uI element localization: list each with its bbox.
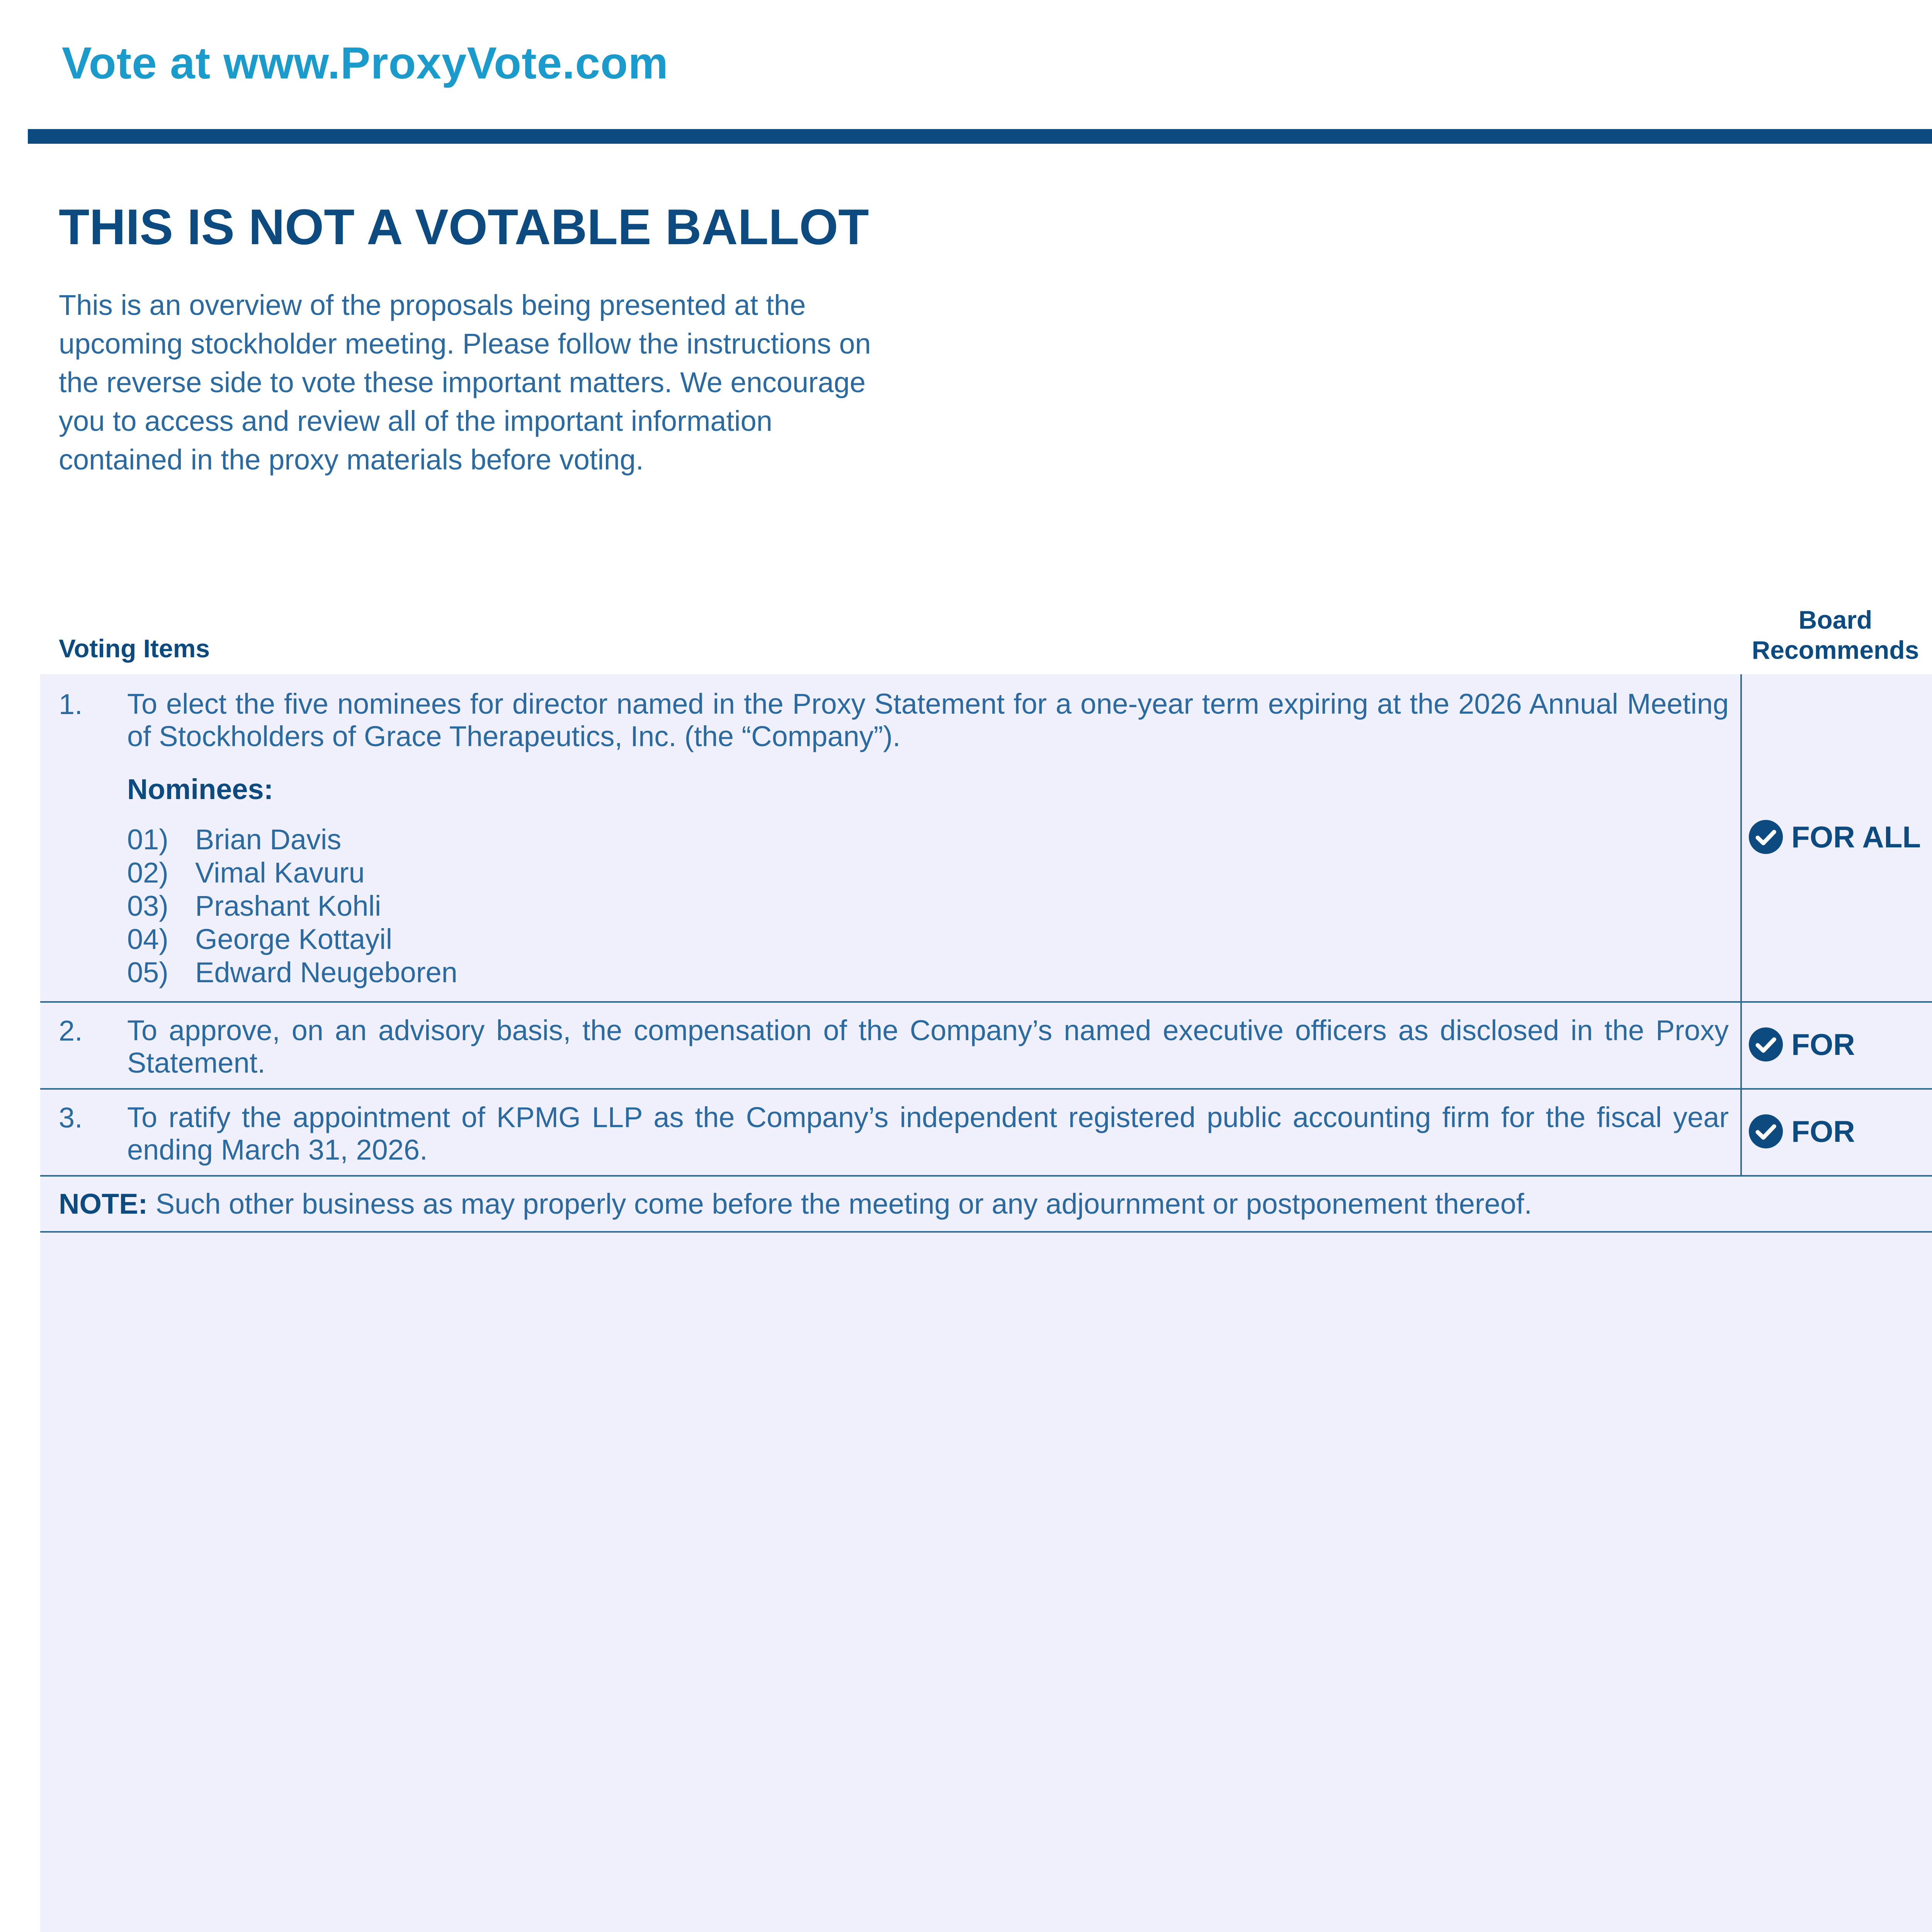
nominee-number: 01): [127, 823, 168, 855]
nominee-item: [127, 956, 457, 989]
nominee-name: George Kottayil: [195, 923, 393, 955]
item-number: 2.: [59, 1015, 83, 1047]
intro-line: upcoming stockholder meeting. Please follow the instructions on: [59, 328, 871, 360]
recommendation-label: FOR: [1791, 1027, 1855, 1061]
nominee-name: Edward Neugeboren: [195, 956, 457, 988]
nominees-label: Nominees:: [127, 773, 274, 805]
board-header-line: Recommends: [1752, 636, 1919, 664]
page-title: THIS IS NOT A VOTABLE BALLOT: [59, 199, 869, 255]
checkmark-circle-icon: [1748, 1114, 1784, 1149]
recommendation: [1748, 1114, 1855, 1149]
board-recommends-header: [1735, 605, 1932, 665]
recommendation: [1748, 1027, 1855, 1062]
voting-item-1: [40, 674, 1932, 1003]
nominee-number: 04): [127, 923, 168, 955]
note-label: NOTE:: [59, 1188, 148, 1220]
voting-item-2: [40, 1003, 1932, 1090]
column-divider: [1740, 1090, 1742, 1175]
note-body: Such other business as may properly come before the meeting or any adjournment or postponement thereof.: [148, 1188, 1532, 1220]
nominee-item: [127, 889, 381, 923]
recommendation-label: FOR: [1791, 1114, 1855, 1148]
recommendation-label: FOR ALL: [1791, 820, 1921, 854]
intro-text: [59, 286, 986, 479]
column-divider: [1740, 1003, 1742, 1088]
nominee-item: [127, 856, 365, 889]
nominee-name: Vimal Kavuru: [195, 857, 365, 889]
voting-item-3: [40, 1090, 1932, 1177]
item-number: 3.: [59, 1102, 83, 1134]
recommendation: [1748, 819, 1921, 855]
header-rule: [28, 129, 1932, 144]
nominee-number: 05): [127, 956, 168, 988]
checkmark-circle-icon: [1748, 819, 1784, 855]
nominee-name: Prashant Kohli: [195, 890, 381, 922]
note-row: [40, 1177, 1932, 1233]
nominee-number: 03): [127, 890, 168, 922]
item-text: To approve, on an advisory basis, the compensation of the Company’s named executive officers as disclosed in the Proxy Statement.: [127, 1014, 1729, 1079]
board-header-line: Board: [1798, 605, 1872, 634]
nominee-item: [127, 923, 392, 956]
nominee-item: [127, 823, 341, 856]
nominee-number: 02): [127, 857, 168, 889]
item-text: To elect the five nominees for director named in the Proxy Statement for a one-year term expiring at the 2026 Annual Meeting of Stockholders of Grace Therapeutics, Inc. (the “Company”).: [127, 688, 1729, 752]
intro-line: you to access and review all of the important information: [59, 405, 772, 437]
nominee-name: Brian Davis: [195, 823, 342, 855]
intro-line: This is an overview of the proposals being presented at the: [59, 289, 806, 321]
checkmark-circle-icon: [1748, 1027, 1784, 1062]
note-text: [59, 1187, 1532, 1220]
intro-line: contained in the proxy materials before voting.: [59, 444, 644, 476]
voting-items-header: Voting Items: [59, 634, 210, 663]
column-divider: [1740, 674, 1742, 1001]
item-text: To ratify the appointment of KPMG LLP as the Company’s independent registered public accounting firm for the fiscal year ending March 31, 2026.: [127, 1101, 1729, 1166]
proxyvote-link[interactable]: Vote at www.ProxyVote.com: [62, 38, 668, 88]
item-number: 1.: [59, 688, 83, 720]
intro-line: the reverse side to vote these important matters. We encourage: [59, 366, 866, 398]
